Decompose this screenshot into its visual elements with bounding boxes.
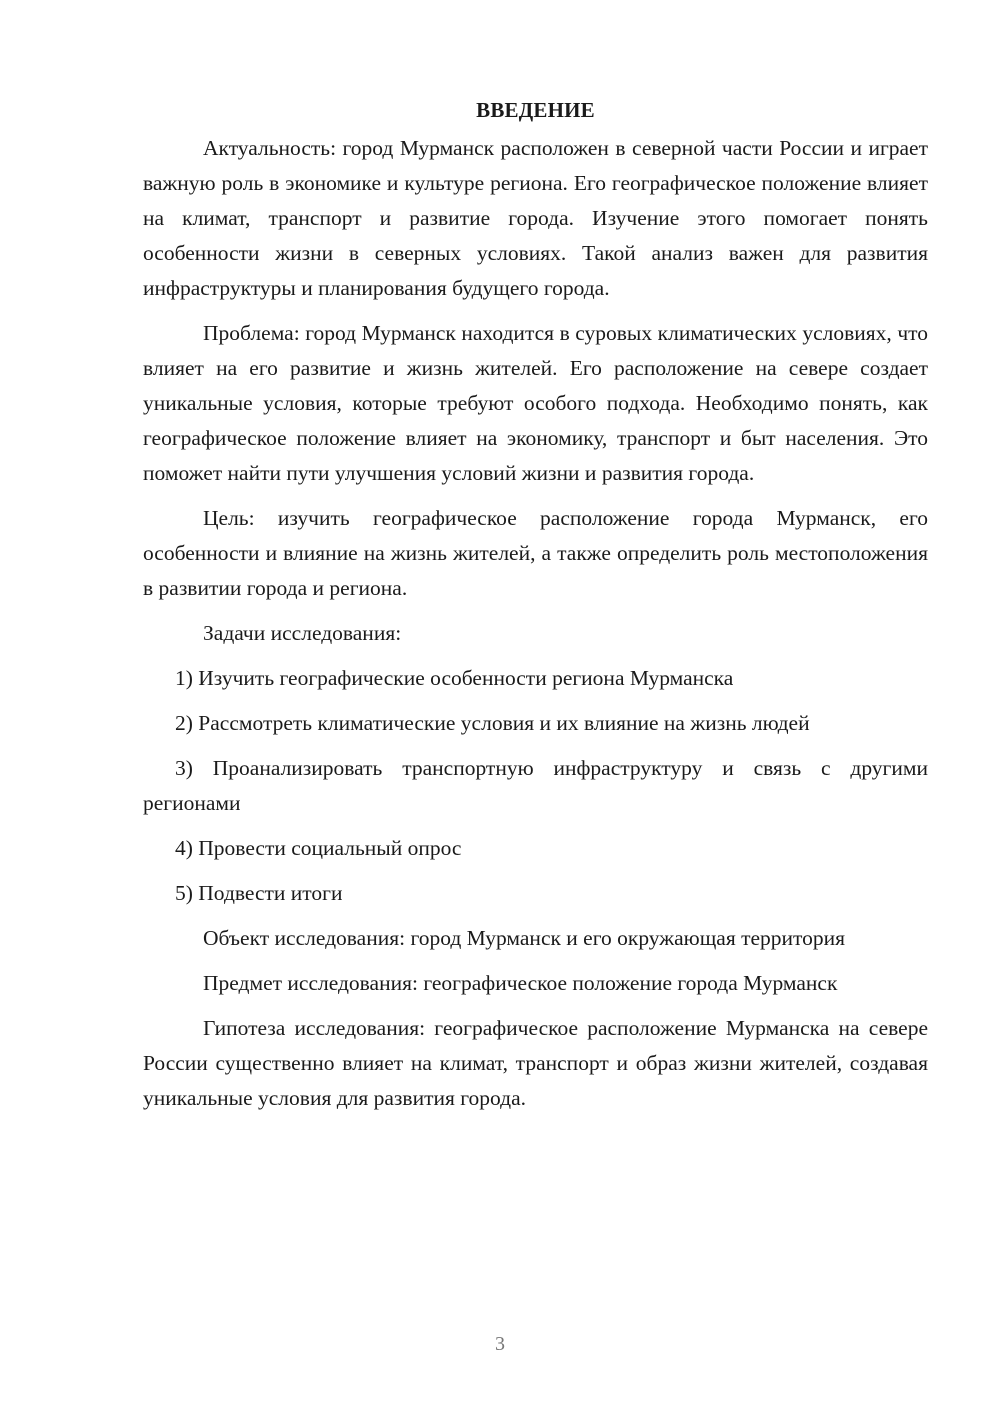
- subject-paragraph: Предмет исследования: географическое положение города Мурманск: [203, 971, 838, 995]
- page-number: 3: [495, 1333, 505, 1355]
- relevance-paragraph: Актуальность: город Мурманск расположен в северной части России и играет важную роль в экономике и культуре региона. Его географическое положение влияет на климат, транспорт и развитие города. Изучение этого помогает понять особенности жизни в северных условиях. Такой анализ важен для развития инфраструктуры и планирования будущего города.: [143, 136, 928, 300]
- hypothesis-paragraph: Гипотеза исследования: географическое расположение Мурманска на севере России существенно влияет на климат, транспорт и образ жизни жителей, создавая уникальные условия для развития города.: [143, 1016, 928, 1110]
- page-title: ВВЕДЕНИЕ: [476, 98, 595, 122]
- goal-paragraph: Цель: изучить географическое расположение города Мурманск, его особенности и влияние на жизнь жителей, а также определить роль местоположения в развитии города и региона.: [143, 506, 928, 600]
- problem-paragraph: Проблема: город Мурманск находится в суровых климатических условиях, что влияет на его развитие и жизнь жителей. Его расположение на севере создает уникальные условия, которые требуют особого подхода. Необходимо понять, как географическое положение влияет на экономику, транспорт и быт населения. Это поможет найти пути улучшения условий жизни и развития города.: [143, 321, 928, 485]
- list-item: 4) Провести социальный опрос: [175, 836, 462, 860]
- tasks-heading: Задачи исследования:: [203, 621, 402, 645]
- list-item: 2) Рассмотреть климатические условия и их влияние на жизнь людей: [175, 711, 810, 735]
- object-paragraph: Объект исследования: город Мурманск и его окружающая территория: [203, 926, 846, 950]
- list-item: 5) Подвести итоги: [175, 881, 343, 905]
- document-page: [143, 95, 928, 1126]
- list-item: 1) Изучить географические особенности региона Мурманска: [175, 666, 734, 690]
- list-item: 3) Проанализировать транспортную инфраструктуру и связь с другими регионами: [143, 756, 928, 815]
- tasks-list: [143, 661, 928, 911]
